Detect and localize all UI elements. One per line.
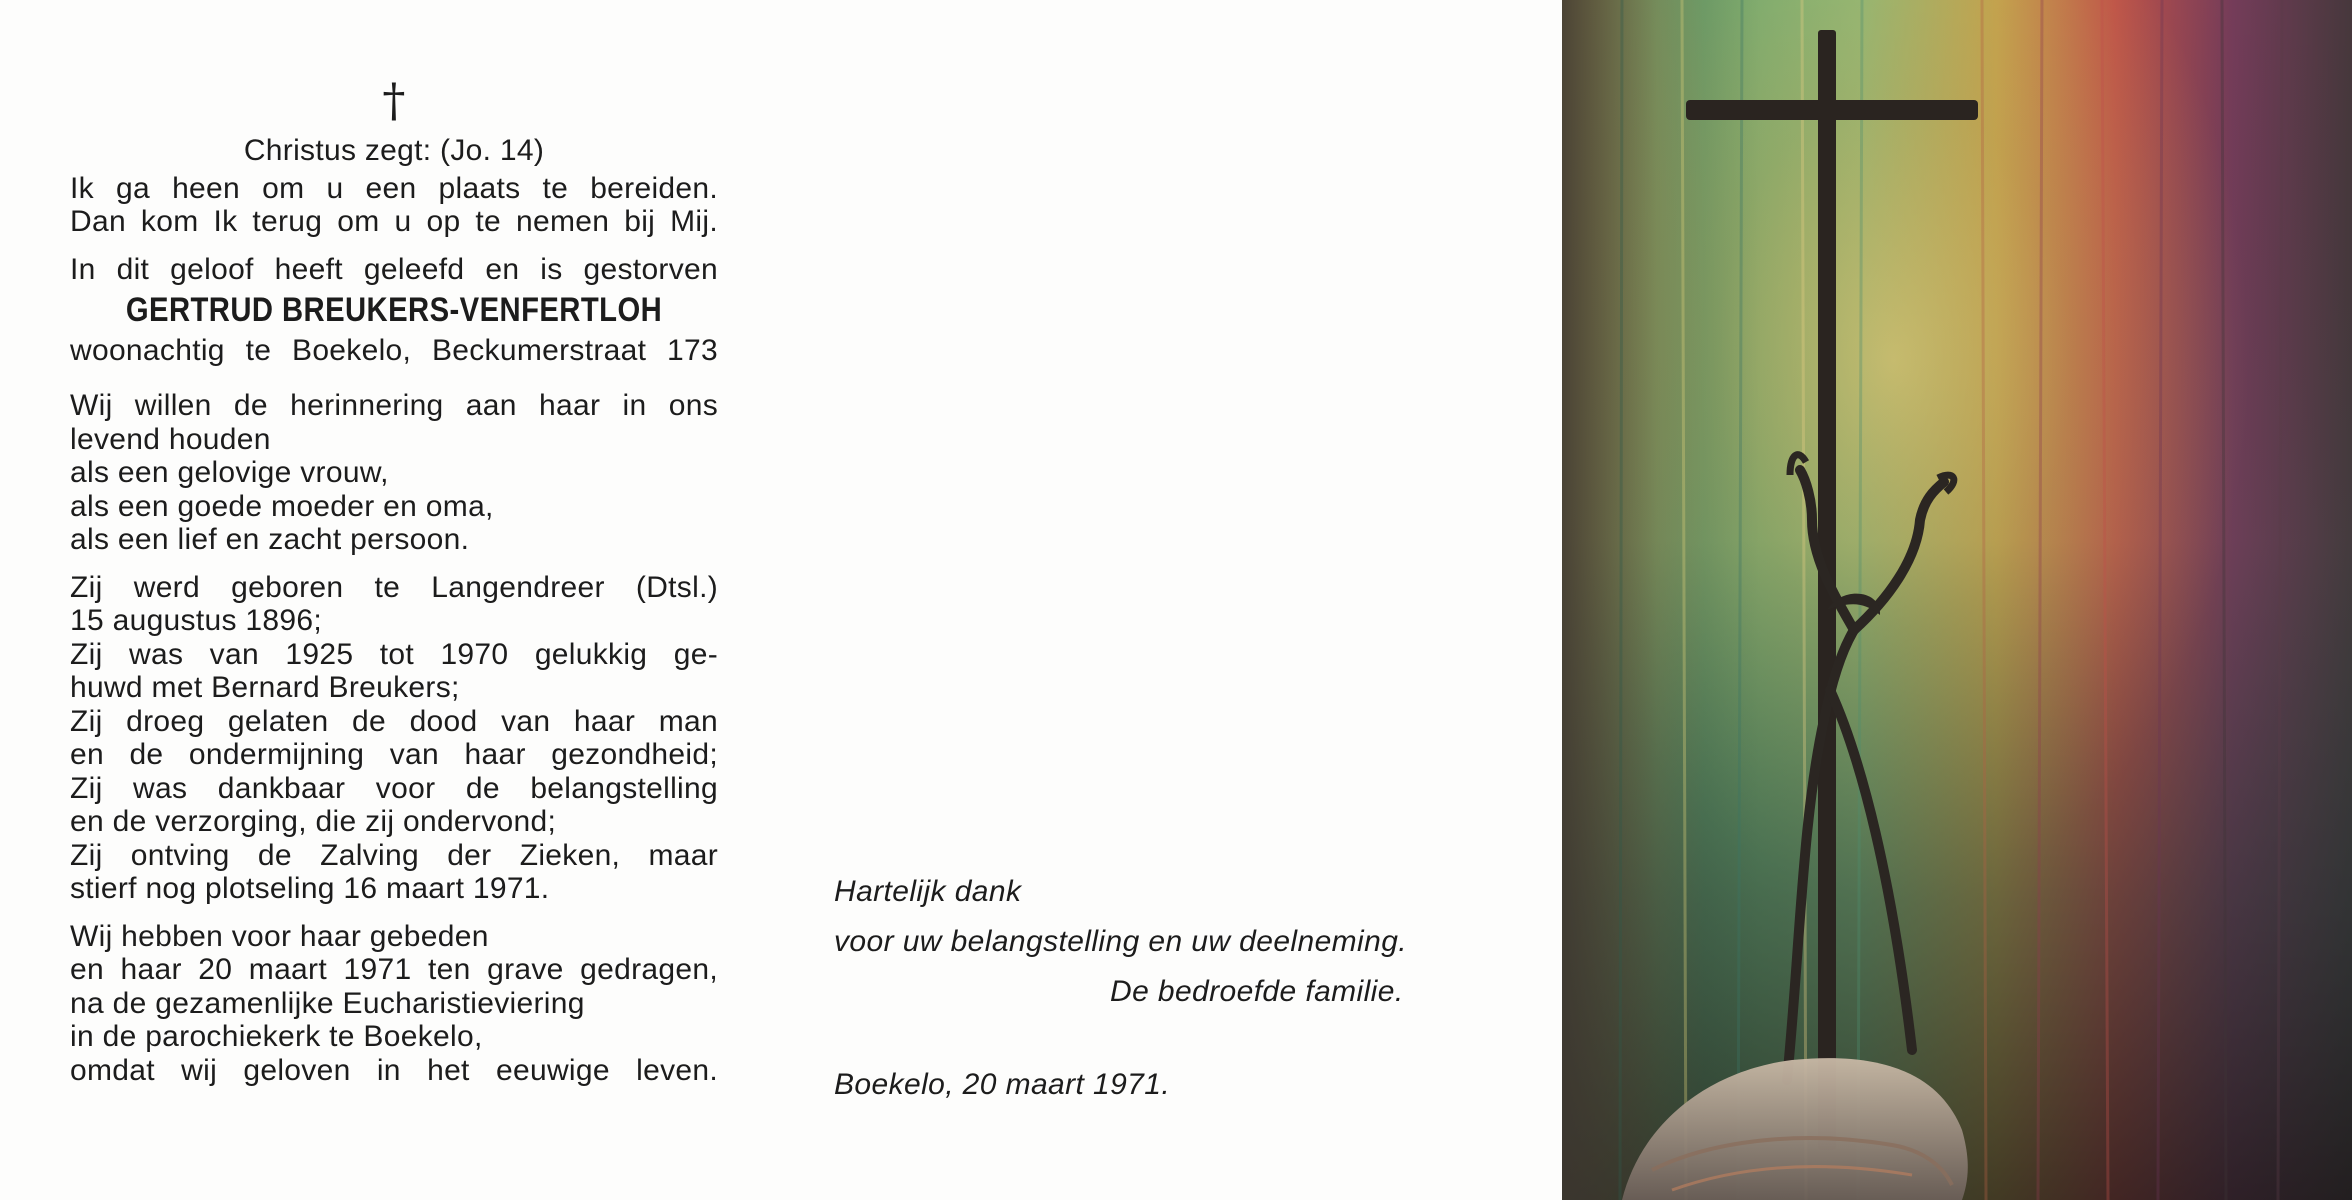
family-signature: De bedroefde familie. bbox=[1110, 975, 1404, 1008]
epigraph-title: Christus zegt: (Jo. 14) bbox=[243, 134, 545, 167]
painting-image bbox=[1562, 0, 2352, 1200]
residence-line: woonachtig te Boekelo, Beckumerstraat 173 bbox=[70, 333, 718, 367]
life-line: 15 augustus 1896; bbox=[70, 604, 322, 637]
life-line: en de ondermijning van haar gezondheid; bbox=[70, 738, 718, 771]
life-line: en de verzorging, die zij ondervond; bbox=[70, 805, 557, 838]
thanks-line: Hartelijk dank bbox=[834, 875, 1022, 908]
memory-line: Wij willen de herinnering aan haar in ons bbox=[70, 389, 718, 422]
burial-line: en haar 20 maart 1971 ten grave gedragen, bbox=[70, 953, 718, 986]
intro-line: In dit geloof heeft geleefd en is gestorven bbox=[70, 252, 718, 286]
burial-line: Wij hebben voor haar gebeden bbox=[70, 919, 489, 953]
epigraph-line: Ik ga heen om u een plaats te bereiden. bbox=[70, 171, 718, 205]
burial-line: omdat wij geloven in het eeuwige leven. bbox=[70, 1053, 718, 1087]
life-line: stierf nog plotseling 16 maart 1971. bbox=[70, 872, 550, 905]
life-line: Zij ontving de Zalving der Zieken, maar bbox=[70, 838, 718, 872]
burial-line: in de parochiekerk te Boekelo, bbox=[70, 1020, 483, 1053]
memory-line: levend houden bbox=[70, 422, 271, 456]
memory-line: als een lief en zacht persoon. bbox=[70, 523, 470, 556]
life-line: Zij werd geboren te Langendreer (Dtsl.) bbox=[70, 570, 718, 604]
memory-line: als een goede moeder en oma, bbox=[70, 489, 494, 523]
burial-paragraph bbox=[70, 920, 718, 1088]
burial-line: na de gezamenlijke Eucharistieviering bbox=[70, 986, 585, 1020]
memory-paragraph bbox=[70, 389, 718, 557]
epigraph-line: Dan kom Ik terug om u op te nemen bij Mij. bbox=[70, 205, 718, 238]
memory-line: als een gelovige vrouw, bbox=[70, 456, 389, 489]
place-date: Boekelo, 20 maart 1971. bbox=[834, 1068, 1171, 1101]
life-paragraph bbox=[70, 571, 718, 906]
cross-icon: † bbox=[382, 73, 406, 127]
deceased-name: GERTRUD BREUKERS-VENFERTLOH bbox=[125, 291, 663, 329]
memorial-text-column bbox=[70, 70, 718, 1087]
thanks-line: voor uw belangstelling en uw deelneming. bbox=[834, 925, 1408, 958]
life-line: Zij droeg gelaten de dood van haar man bbox=[70, 704, 718, 738]
life-line: Zij was van 1925 tot 1970 gelukkig ge- bbox=[70, 637, 718, 671]
cross-painting bbox=[1562, 0, 2352, 1200]
life-line: huwd met Bernard Breukers; bbox=[70, 671, 460, 704]
life-line: Zij was dankbaar voor de belangstelling bbox=[70, 771, 718, 805]
